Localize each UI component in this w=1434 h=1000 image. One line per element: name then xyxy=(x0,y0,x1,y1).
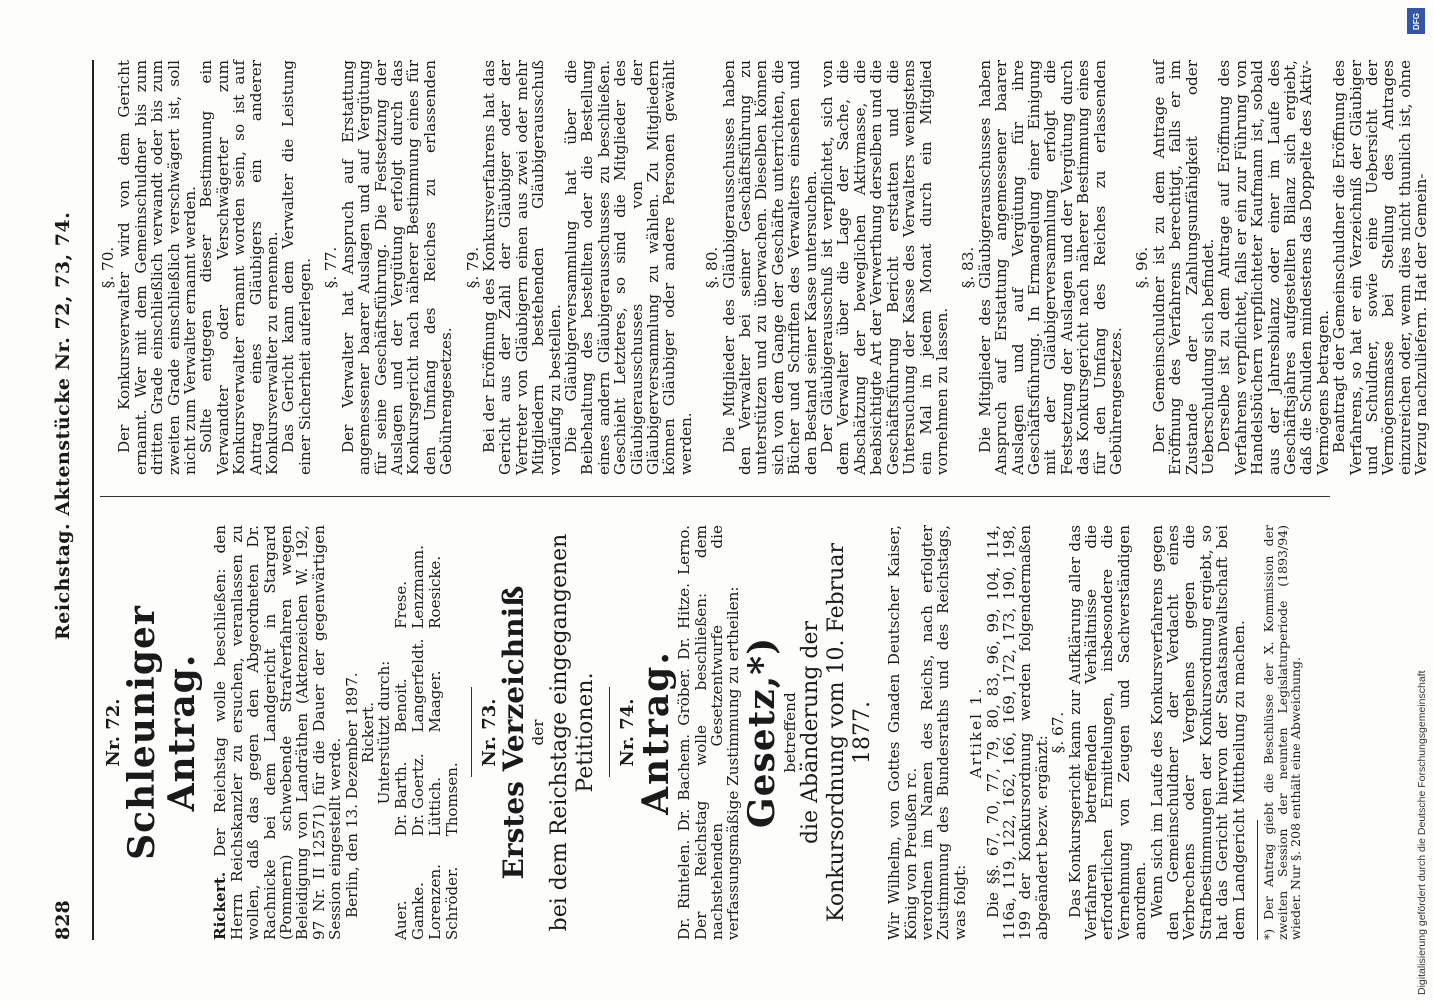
p70-text3: Das Gericht kann dem Verwalter die Leistung einer Sicherheit auferlegen. xyxy=(279,60,314,475)
place-date: Berlin, den 13. Dezember 1897. xyxy=(342,672,361,918)
p77-text: Der Verwalter hat Anspruch auf Erstattung angemessener baarer Auslagen und auf Vergütung für seine Geschäftsführung. Die Festsetzung der Auslagen und der Vergütung erfolgt durch das Konkursgericht nach näherer Bestimmung eines für den Umfang des Reiches zu erlassenden Gebührengesetzes. xyxy=(338,60,456,475)
supporter: Lüttich. xyxy=(425,776,444,837)
footnote-rule xyxy=(1257,820,1258,940)
p67-text2: Wenn sich im Laufe des Konkursverfahrens gegen den Gemeinschuldner der Verdacht eines Verbrechens oder Vergehens gegen die Strafbestimmungen der Konkursordnung ergiebt, so hat das Gericht hiervon der Staatsanwaltschaft bei dem Landgericht Mittheilung zu machen. xyxy=(1147,525,1248,940)
nr74-title: Antrag. xyxy=(635,650,678,815)
nr74-intro: Dr. Rintelen. Dr. Bachem. Gröber. Dr. Hitze. Lerno. Der Reichstag wolle beschließen: dem nachstehenden Gesetzentwurfe die verfassungsmäßige Zustimmung zu ertheilen: xyxy=(675,525,743,940)
signer: Rickert. xyxy=(359,701,378,764)
page-header xyxy=(46,60,86,940)
supporter: Lenzmann. xyxy=(408,545,427,629)
p96-text: Der Gemeinschuldner ist zu dem Antrage auf Eröffnung des Verfahrens berechtigt, falls er im Zustande der Zahlungsunfähigkeit oder Ueberschuldung sich befindet. xyxy=(1149,60,1217,475)
digitization-note: Digitalisierung gefördert durch die Deutsche Forschungsgemeinschaft xyxy=(1416,670,1428,995)
page-number: 828 xyxy=(52,900,74,940)
nr72-title: Schleuniger Antrag. xyxy=(121,605,204,860)
nr73-der: der xyxy=(529,719,548,746)
p96-heading: §. 96. xyxy=(1133,246,1152,289)
section-separator xyxy=(471,688,472,778)
p83-text: Die Mitglieder des Gläubigerausschusses haben Anspruch auf Erstattung angemessener baarer Auslagen und auf Vergütung für ihre Geschäftsführung. In Ermangelung einer Einigung mit der Gläubigerversammlung erfolgt die Festsetzung der Auslagen und der Vergütung durch das Konkursgericht nach näherer Bestimmung eines für den Umfang des Reiches zu erlassenden Gebührengesetzes. xyxy=(975,60,1125,475)
rickert-text: Der Reichstag wolle beschließen: den Herrn Reichskanzler zu ersuchen, veranlassen zu wollen, daß das gegen den Abgeordneten Dr. Rachnicke bei dem Landgericht in Stargard (Pommern) schwebende Strafverfahren wegen Beleidigung von Landräthen (Aktenzeichen W. 192, 97 Nr. II 12571) für die Dauer der gegenwärtigen Session eingestellt werde. xyxy=(211,524,345,940)
nr73-heading: Nr. 73. xyxy=(478,698,500,767)
wilhelm-preamble: Wir Wilhelm, von Gottes Gnaden Deutscher Kaiser, König von Preußen rc. xyxy=(885,525,920,940)
p79-text2: Die Gläubigerversammlung hat über die Beibehaltung des bestellten oder die Bestellung eines andern Gläubigerausschusses zu beschließen. Geschieht Letzteres, so sind die Mitglieder des Gläubigerausschusses von der Gläubigerversammlung zu wählen. Zu Mitgliedern können Gläubiger oder andere Personen gewählt werden. xyxy=(561,60,695,475)
p70-heading: §. 70. xyxy=(99,246,117,289)
column-divider xyxy=(100,496,1330,497)
p80-text: Die Mitglieder des Gläubigerausschusses haben den Verwalter bei seiner Geschäftsführung zu unterstützen und zu überwachen. Dieselben können sich von dem Gange der Geschäfte unterrichten, die Bücher und Schriften des Verwalters einsehen und den Bestand seiner Kasse untersuchen. xyxy=(719,60,820,475)
supporter: Schröder. xyxy=(442,866,461,940)
gesetz-title: Gesetz,*) xyxy=(740,636,783,829)
supporter: Lorenzen. xyxy=(425,864,444,940)
supporter: Roesicke. xyxy=(425,555,444,629)
right-column xyxy=(100,60,1430,475)
rickert-motion xyxy=(212,525,343,940)
supporter: Dr. Goertz. xyxy=(408,753,427,837)
supporter: Maager. xyxy=(425,670,444,733)
p83-heading: §. 83. xyxy=(959,246,978,289)
aenderung-title: die Abänderung der Konkursordnung vom 10. Februar 1877. xyxy=(798,543,876,922)
section-separator xyxy=(609,688,610,778)
nr73-title: Erstes Verzeichniß xyxy=(497,585,531,880)
supporters-list xyxy=(393,525,461,940)
left-column xyxy=(100,525,1303,940)
nr73-subtitle: bei dem Reichstage eingegangenen Petitionen. xyxy=(546,533,598,932)
supporter: Thomsen. xyxy=(442,762,461,837)
supporter: Gamke. xyxy=(408,882,427,940)
p79-text: Bei der Eröffnung des Konkursverfahrens hat das Gericht aus der Zahl der Gläubiger oder der Vertreter von Gläubigern einen aus zwei oder mehr Mitgliedern bestehenden Gläubigerausschuß vorläufig zu bestellen. xyxy=(479,60,564,475)
artikel-text: Die §§. 67, 70, 77, 79, 80, 83, 96, 99, 104, 114, 116a, 119, 122, 162, 166, 169, 172, 173, 190, 198, 199 der Konkursordnung werden folgendermaßen abgeändert bezw. ergänzt: xyxy=(983,525,1051,940)
nr74-heading: Nr. 74. xyxy=(616,698,638,767)
digitization-strip xyxy=(1404,0,1428,1000)
supporter: Frese. xyxy=(391,580,410,629)
header-rule xyxy=(92,60,94,940)
supporter: Auer. xyxy=(391,900,410,940)
p70-text2: Sollte entgegen dieser Bestimmung ein Verwandter oder Verschwägerter zum Konkursverwalter ernannt worden sein, so ist auf Antrag eines Gläubigers ein anderer Konkursverwalter zu ernennen. xyxy=(197,60,282,475)
p96-text3: Beantragt der Gemeinschuldner die Eröffnung des Verfahrens, so hat er ein Verzeichniß der Gläubiger und Schuldner, sowie eine Uebersicht der Vermögensmasse bei Stellung des Antrages einzureichen oder, wenn dies nicht thunlich ist, ohne Verzug nachzuliefern. Hat der Gemein- xyxy=(1330,60,1431,475)
p70-text: Der Konkursverwalter wird von dem Gericht ernannt. Wer mit dem Gemeinschuldner bis zum dritten Grade einschließlich verwandt oder bis zum zweiten Grade einschließlich verschwägert ist, soll nicht zum Verwalter ernannt werden. xyxy=(115,60,200,475)
artikel-heading: Artikel 1. xyxy=(967,686,986,779)
p67-text: Das Konkursgericht kann zur Aufklärung aller das Verfahren betreffenden Verhältnisse die erforderlichen Ermittelungen, insbesondere die Vernehmung von Zeugen und Sachverständigen anordnen. xyxy=(1065,525,1150,940)
p80-heading: §. 80. xyxy=(703,246,722,289)
supporter: Benoit. xyxy=(391,678,410,733)
nr72-heading: Nr. 72. xyxy=(103,698,124,767)
verordnen: verordnen im Namen des Reichs, nach erfolgter Zustimmung des Bundesraths und des Reichstags, was folgt: xyxy=(917,525,969,940)
p77-heading: §. 77. xyxy=(322,246,341,289)
p96-text2: Derselbe ist zu dem Antrage auf Eröffnung des Verfahrens verpflichtet, falls er ein zur Führung von Handelsbüchern verpflichteter Kaufmann ist, sobald aus der Jahresbilanz oder einer im Laufe des Geschäftsjahres aufgestellten Bilanz sich ergiebt, daß die Schulden mindestens das Doppelte des Aktiv-Vermögens betragen. xyxy=(1215,60,1332,475)
rickert-name: Rickert. xyxy=(211,871,230,940)
footnote: *) Der Antrag giebt die Beschlüsse der X. Kommission der zweiten Session der neunten Legislaturperiode (1893/94) wieder. Nur §. 208 enthält eine Abweichung. xyxy=(1261,525,1304,940)
supporter: Dr. Barth. xyxy=(391,761,410,837)
running-title: Reichstag. Aktenstücke Nr. 72, 73, 74. xyxy=(52,211,74,640)
supported-by: Unterstützt durch: xyxy=(375,660,394,805)
p67-heading: §. 67. xyxy=(1049,711,1068,754)
betreffend: betreffend xyxy=(780,692,799,773)
p80-text2: Der Gläubigerausschuß ist verpflichtet, sich von dem Verwalter über die Lage der Sache, die Abschätzung der beweglichen Aktivmasse, die beabsichtigte Art der Verwerthung derselben und die Geschäftsführung Bericht erstatten und die Untersuchung der Kasse des Verwalters wenigstens ein Mal in jedem Monat durch ein Mitglied vornehmen zu lassen. xyxy=(818,60,951,475)
supporter: Langerfeldt. xyxy=(408,638,427,733)
dfg-logo: DFG xyxy=(1407,8,1425,34)
p79-heading: §. 79. xyxy=(463,246,482,289)
